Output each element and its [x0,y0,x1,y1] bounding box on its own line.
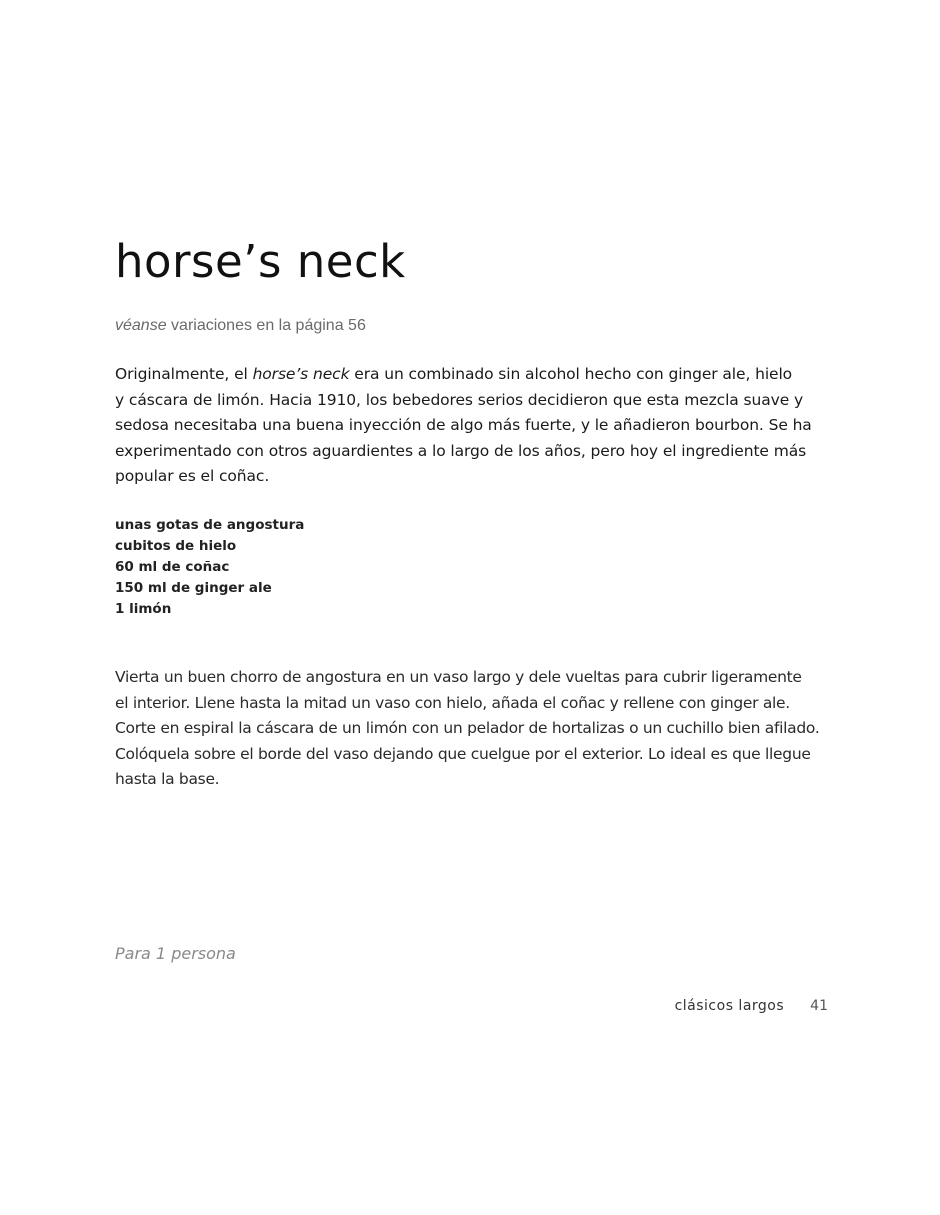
ingredient-item: 150 ml de ginger ale [115,580,272,596]
intro-line-1-end: era un combinado sin alcohol hecho con ginger ale, hielo [349,365,793,383]
ingredient-item: unas gotas de angostura [115,517,305,533]
intro-line-1 [115,362,835,388]
method-paragraph [115,665,840,793]
intro-line-2: y cáscara de limón. Hacia 1910, los bebedores serios decidieron que esta mezcla suave y [115,390,804,409]
variations-reference [115,315,366,337]
method-line-2: el interior. Llene hasta la mitad un vaso con hielo, añada el coñac y rellene con ginger ale. [115,693,790,712]
intro-paragraph [115,362,835,490]
variations-reference-italic: véanse [115,317,167,334]
section-name: clásicos largos [674,998,785,1014]
ingredient-list [115,515,304,620]
page-number: 41 [810,998,828,1014]
intro-line-3: sedosa necesitaba una buena inyección de algo más fuerte, y le añadieron bourbon. Se ha [115,416,812,434]
ingredient-item: cubitos de hielo [115,538,237,554]
method-line-1: Vierta un buen chorro de angostura en un vaso largo y dele vueltas para cubrir ligeramente [115,668,802,686]
servings-note: Para 1 persona [115,944,236,963]
intro-line-1-start: Originalmente, el [115,365,253,383]
ingredient-item: 1 limón [115,601,172,617]
method-line-3: Corte en espiral la cáscara de un limón con un pelador de hortalizas o un cuchillo bien afilado. [115,719,820,737]
recipe-title: horse’s neck [115,235,406,288]
page-footer [675,995,828,1017]
method-line-4: Colóquela sobre el borde del vaso dejando que cuelgue por el exterior. Lo ideal es que llegue [115,744,811,763]
method-line-5: hasta la base. [115,770,220,788]
intro-line-5: popular es el coñac. [115,467,270,485]
intro-line-4: experimentado con otros aguardientes a lo largo de los años, pero hoy el ingrediente más [115,441,807,460]
variations-reference-text: variaciones en la página 56 [166,317,366,334]
ingredient-item: 60 ml de coñac [115,559,230,575]
intro-drink-name: horse’s neck [252,365,350,383]
